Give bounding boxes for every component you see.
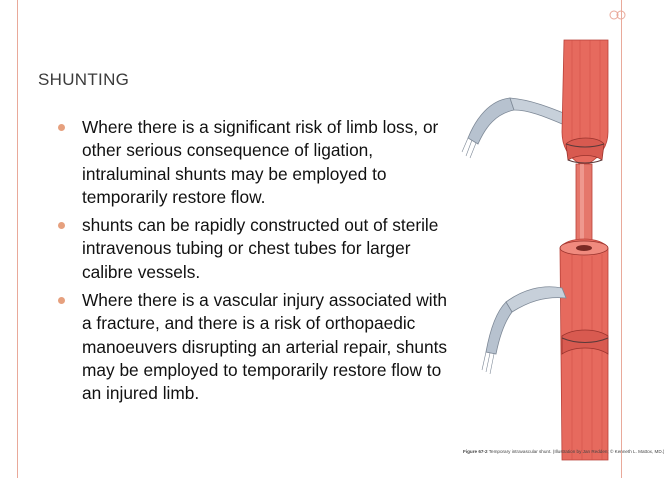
bullet-item	[56, 214, 456, 284]
bullet-item	[56, 116, 456, 209]
figure-caption-label: Figure 67-2	[463, 449, 488, 454]
bullet-text: Where there is a vascular injury associated with a fracture, and there is a risk of orthopaedic manoeuvers disrupting an arterial repair, shunts may be employed to temporarily restore flow to an injured limb.	[82, 290, 448, 404]
bullet-text: shunts can be rapidly constructed out of sterile intravenous tubing or chest tubes for larger calibre vessels.	[82, 215, 439, 282]
left-accent-line	[17, 0, 18, 478]
bullet-dot-icon	[58, 124, 65, 131]
corner-decoration	[609, 8, 631, 22]
bullet-list	[56, 116, 456, 411]
bullet-dot-icon	[58, 222, 65, 229]
bullet-text: Where there is a significant risk of limb loss, or other serious consequence of ligation, intraluminal shunts may be employed to temporarily restore flow.	[82, 117, 439, 207]
slide-title: SHUNTING	[38, 70, 130, 89]
figure-caption	[463, 449, 664, 454]
bullet-dot-icon	[58, 297, 65, 304]
shunt-illustration	[462, 40, 632, 460]
figure-caption-text: Temporary intravascular shunt. (Illustration by Jan Redden; © Kenneth L. Mattox, MD.)	[488, 449, 664, 454]
bullet-item	[56, 289, 456, 405]
